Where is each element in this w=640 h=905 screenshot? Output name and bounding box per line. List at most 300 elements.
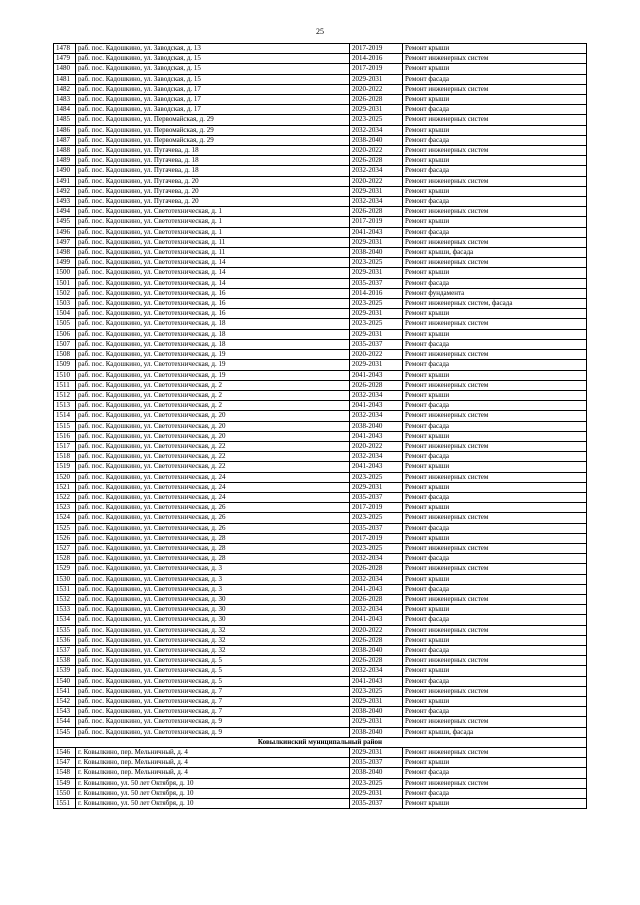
row-number: 1536 <box>54 635 76 645</box>
row-number: 1523 <box>54 503 76 513</box>
table-row <box>54 482 587 492</box>
row-period: 2035-2037 <box>350 799 403 809</box>
row-address: раб. пос. Кадошкино, ул. Светотехническая, д. 1 <box>76 207 350 217</box>
row-address: раб. пос. Кадошкино, ул. Заводская, д. 15 <box>76 74 350 84</box>
row-number: 1502 <box>54 288 76 298</box>
row-period: 2035-2037 <box>350 492 403 502</box>
row-work-type: Ремонт фасада <box>403 339 587 349</box>
table-row <box>54 176 587 186</box>
row-number: 1483 <box>54 95 76 105</box>
row-period: 2038-2040 <box>350 707 403 717</box>
row-address: раб. пос. Кадошкино, ул. Заводская, д. 17 <box>76 95 350 105</box>
row-address: раб. пос. Кадошкино, ул. Светотехническая, д. 22 <box>76 441 350 451</box>
row-work-type: Ремонт инженерных систем <box>403 748 587 758</box>
row-work-type: Ремонт фасада <box>403 421 587 431</box>
row-address: раб. пос. Кадошкино, ул. Светотехническая, д. 3 <box>76 584 350 594</box>
row-number: 1492 <box>54 186 76 196</box>
table-row <box>54 237 587 247</box>
table-row <box>54 441 587 451</box>
page-number: 25 <box>316 27 324 36</box>
row-address: раб. пос. Кадошкино, ул. Пугачева, д. 20 <box>76 176 350 186</box>
row-work-type: Ремонт фасада <box>403 278 587 288</box>
table-row <box>54 309 587 319</box>
row-period: 2029-2031 <box>350 482 403 492</box>
row-work-type: Ремонт крыши <box>403 758 587 768</box>
row-number: 1482 <box>54 84 76 94</box>
row-period: 2032-2034 <box>350 666 403 676</box>
table-row <box>54 543 587 553</box>
row-number: 1530 <box>54 574 76 584</box>
row-period: 2029-2031 <box>350 360 403 370</box>
table-row <box>54 788 587 798</box>
row-period: 2017-2019 <box>350 217 403 227</box>
row-period: 2029-2031 <box>350 237 403 247</box>
row-number: 1511 <box>54 380 76 390</box>
row-number: 1518 <box>54 452 76 462</box>
row-period: 2038-2040 <box>350 421 403 431</box>
table-row <box>54 452 587 462</box>
row-number: 1491 <box>54 176 76 186</box>
row-number: 1508 <box>54 350 76 360</box>
row-work-type: Ремонт инженерных систем <box>403 441 587 451</box>
row-address: раб. пос. Кадошкино, ул. Светотехническая, д. 32 <box>76 625 350 635</box>
row-period: 2023-2025 <box>350 686 403 696</box>
row-period: 2023-2025 <box>350 778 403 788</box>
row-period: 2029-2031 <box>350 268 403 278</box>
table-row <box>54 686 587 696</box>
row-work-type: Ремонт инженерных систем <box>403 472 587 482</box>
row-address: раб. пос. Кадошкино, ул. Заводская, д. 17 <box>76 84 350 94</box>
table-row <box>54 513 587 523</box>
row-period: 2038-2040 <box>350 248 403 258</box>
row-period: 2026-2028 <box>350 635 403 645</box>
row-work-type: Ремонт инженерных систем <box>403 717 587 727</box>
row-period: 2023-2025 <box>350 543 403 553</box>
row-number: 1479 <box>54 54 76 64</box>
row-period: 2026-2028 <box>350 594 403 604</box>
row-address: г. Ковылкино, пер. Мельничный, д. 4 <box>76 768 350 778</box>
row-address: раб. пос. Кадошкино, ул. Светотехническая, д. 2 <box>76 401 350 411</box>
table-row <box>54 503 587 513</box>
row-number: 1490 <box>54 166 76 176</box>
row-address: раб. пос. Кадошкино, ул. Светотехническая, д. 5 <box>76 656 350 666</box>
row-address: г. Ковылкино, ул. 50 лет Октября, д. 10 <box>76 778 350 788</box>
table-row <box>54 197 587 207</box>
row-address: раб. пос. Кадошкино, ул. Заводская, д. 15 <box>76 64 350 74</box>
row-work-type: Ремонт инженерных систем <box>403 237 587 247</box>
row-period: 2029-2031 <box>350 74 403 84</box>
table-row <box>54 288 587 298</box>
table-row <box>54 74 587 84</box>
row-number: 1517 <box>54 441 76 451</box>
row-address: раб. пос. Кадошкино, ул. Заводская, д. 13 <box>76 44 350 54</box>
row-work-type: Ремонт фасада <box>403 768 587 778</box>
table-row <box>54 472 587 482</box>
row-address: раб. пос. Кадошкино, ул. Светотехническая, д. 1 <box>76 217 350 227</box>
registry-rows-after <box>54 748 587 809</box>
row-work-type: Ремонт фасада <box>403 197 587 207</box>
row-number: 1505 <box>54 319 76 329</box>
row-work-type: Ремонт фасада <box>403 707 587 717</box>
row-work-type: Ремонт инженерных систем <box>403 380 587 390</box>
row-address: г. Ковылкино, пер. Мельничный, д. 4 <box>76 748 350 758</box>
row-address: раб. пос. Кадошкино, ул. Светотехническая, д. 18 <box>76 329 350 339</box>
table-row <box>54 135 587 145</box>
row-period: 2041-2043 <box>350 401 403 411</box>
row-address: раб. пос. Кадошкино, ул. Светотехническая, д. 24 <box>76 482 350 492</box>
table-row <box>54 339 587 349</box>
row-period: 2017-2019 <box>350 64 403 74</box>
row-address: раб. пос. Кадошкино, ул. Светотехническая, д. 19 <box>76 350 350 360</box>
row-address: раб. пос. Кадошкино, ул. Светотехническая, д. 24 <box>76 472 350 482</box>
row-work-type: Ремонт инженерных систем <box>403 84 587 94</box>
row-period: 2029-2031 <box>350 788 403 798</box>
row-number: 1547 <box>54 758 76 768</box>
row-address: раб. пос. Кадошкино, ул. Светотехническая, д. 7 <box>76 697 350 707</box>
row-address: раб. пос. Кадошкино, ул. Светотехническая, д. 16 <box>76 288 350 298</box>
row-number: 1506 <box>54 329 76 339</box>
table-row <box>54 584 587 594</box>
row-work-type: Ремонт крыши <box>403 462 587 472</box>
row-work-type: Ремонт крыши <box>403 431 587 441</box>
row-work-type: Ремонт крыши <box>403 574 587 584</box>
row-address: раб. пос. Кадошкино, ул. Светотехническая, д. 14 <box>76 268 350 278</box>
table-row <box>54 64 587 74</box>
row-work-type: Ремонт инженерных систем <box>403 778 587 788</box>
row-period: 2020-2022 <box>350 441 403 451</box>
table-row <box>54 615 587 625</box>
row-period: 2020-2022 <box>350 84 403 94</box>
table-row <box>54 707 587 717</box>
row-work-type: Ремонт фасада <box>403 676 587 686</box>
table-row <box>54 95 587 105</box>
row-work-type: Ремонт крыши <box>403 125 587 135</box>
table-row <box>54 299 587 309</box>
registry-rows-before <box>54 44 587 738</box>
row-work-type: Ремонт крыши, фасада <box>403 727 587 737</box>
row-work-type: Ремонт инженерных систем <box>403 513 587 523</box>
row-number: 1532 <box>54 594 76 604</box>
table-row <box>54 594 587 604</box>
row-address: раб. пос. Кадошкино, ул. Светотехническая, д. 30 <box>76 615 350 625</box>
table-row <box>54 125 587 135</box>
row-number: 1528 <box>54 554 76 564</box>
row-work-type: Ремонт инженерных систем <box>403 350 587 360</box>
row-address: раб. пос. Кадошкино, ул. Светотехническая, д. 24 <box>76 492 350 502</box>
row-period: 2032-2034 <box>350 452 403 462</box>
row-address: раб. пос. Кадошкино, ул. Светотехническая, д. 18 <box>76 319 350 329</box>
row-address: раб. пос. Кадошкино, ул. Первомайская, д. 29 <box>76 125 350 135</box>
row-work-type: Ремонт крыши, фасада <box>403 248 587 258</box>
table-row <box>54 748 587 758</box>
row-period: 2023-2025 <box>350 319 403 329</box>
row-address: раб. пос. Кадошкино, ул. Заводская, д. 15 <box>76 54 350 64</box>
row-address: раб. пос. Кадошкино, ул. Светотехническая, д. 18 <box>76 339 350 349</box>
table-row <box>54 350 587 360</box>
row-period: 2023-2025 <box>350 258 403 268</box>
row-number: 1507 <box>54 339 76 349</box>
row-address: раб. пос. Кадошкино, ул. Светотехническая, д. 2 <box>76 390 350 400</box>
table-row <box>54 105 587 115</box>
section-header-row <box>54 737 587 747</box>
row-address: раб. пос. Кадошкино, ул. Светотехническая, д. 1 <box>76 227 350 237</box>
row-work-type: Ремонт инженерных систем <box>403 656 587 666</box>
row-number: 1504 <box>54 309 76 319</box>
row-address: раб. пос. Кадошкино, ул. Светотехническая, д. 19 <box>76 360 350 370</box>
row-period: 2041-2043 <box>350 227 403 237</box>
row-work-type: Ремонт фасада <box>403 554 587 564</box>
table-row <box>54 645 587 655</box>
table-row <box>54 492 587 502</box>
row-number: 1537 <box>54 645 76 655</box>
row-number: 1500 <box>54 268 76 278</box>
table-row <box>54 717 587 727</box>
row-work-type: Ремонт фасада <box>403 360 587 370</box>
row-period: 2029-2031 <box>350 309 403 319</box>
row-period: 2023-2025 <box>350 472 403 482</box>
row-period: 2020-2022 <box>350 625 403 635</box>
row-number: 1533 <box>54 605 76 615</box>
row-address: г. Ковылкино, ул. 50 лет Октября, д. 10 <box>76 799 350 809</box>
row-period: 2041-2043 <box>350 615 403 625</box>
row-work-type: Ремонт крыши <box>403 635 587 645</box>
table-row <box>54 44 587 54</box>
row-period: 2017-2019 <box>350 533 403 543</box>
row-number: 1488 <box>54 146 76 156</box>
table-row <box>54 146 587 156</box>
row-address: раб. пос. Кадошкино, ул. Светотехническая, д. 5 <box>76 676 350 686</box>
row-number: 1542 <box>54 697 76 707</box>
table-row <box>54 227 587 237</box>
table-row <box>54 564 587 574</box>
row-work-type: Ремонт инженерных систем <box>403 146 587 156</box>
row-address: раб. пос. Кадошкино, ул. Светотехническая, д. 28 <box>76 543 350 553</box>
row-work-type: Ремонт крыши <box>403 268 587 278</box>
row-number: 1503 <box>54 299 76 309</box>
row-work-type: Ремонт фасада <box>403 523 587 533</box>
row-work-type: Ремонт крыши <box>403 217 587 227</box>
table-row <box>54 166 587 176</box>
row-period: 2038-2040 <box>350 645 403 655</box>
row-number: 1495 <box>54 217 76 227</box>
row-work-type: Ремонт фасада <box>403 452 587 462</box>
row-number: 1496 <box>54 227 76 237</box>
row-number: 1501 <box>54 278 76 288</box>
row-address: раб. пос. Кадошкино, ул. Светотехническая, д. 7 <box>76 707 350 717</box>
row-period: 2026-2028 <box>350 156 403 166</box>
row-work-type: Ремонт крыши <box>403 533 587 543</box>
row-number: 1534 <box>54 615 76 625</box>
row-work-type: Ремонт инженерных систем, фасада <box>403 299 587 309</box>
row-number: 1514 <box>54 411 76 421</box>
row-number: 1539 <box>54 666 76 676</box>
row-number: 1512 <box>54 390 76 400</box>
row-number: 1541 <box>54 686 76 696</box>
row-number: 1510 <box>54 370 76 380</box>
row-number: 1499 <box>54 258 76 268</box>
row-number: 1484 <box>54 105 76 115</box>
row-period: 2029-2031 <box>350 105 403 115</box>
row-work-type: Ремонт фасада <box>403 615 587 625</box>
row-number: 1535 <box>54 625 76 635</box>
row-address: раб. пос. Кадошкино, ул. Светотехническая, д. 11 <box>76 248 350 258</box>
row-number: 1515 <box>54 421 76 431</box>
row-work-type: Ремонт крыши <box>403 329 587 339</box>
row-address: раб. пос. Кадошкино, ул. Светотехническая, д. 28 <box>76 533 350 543</box>
table-row <box>54 625 587 635</box>
table-row <box>54 666 587 676</box>
row-address: раб. пос. Кадошкино, ул. Светотехническая, д. 20 <box>76 411 350 421</box>
row-period: 2017-2019 <box>350 44 403 54</box>
row-number: 1538 <box>54 656 76 666</box>
row-period: 2041-2043 <box>350 676 403 686</box>
row-address: раб. пос. Кадошкино, ул. Пугачева, д. 18 <box>76 166 350 176</box>
row-work-type: Ремонт крыши <box>403 156 587 166</box>
row-work-type: Ремонт крыши <box>403 64 587 74</box>
table-row <box>54 676 587 686</box>
section-group <box>54 737 587 747</box>
row-number: 1489 <box>54 156 76 166</box>
row-address: раб. пос. Кадошкино, ул. Заводская, д. 17 <box>76 105 350 115</box>
table-row <box>54 258 587 268</box>
table-row <box>54 697 587 707</box>
row-number: 1549 <box>54 778 76 788</box>
row-address: раб. пос. Кадошкино, ул. Пугачева, д. 18 <box>76 156 350 166</box>
row-period: 2029-2031 <box>350 329 403 339</box>
row-period: 2032-2034 <box>350 554 403 564</box>
row-number: 1497 <box>54 237 76 247</box>
row-address: раб. пос. Кадошкино, ул. Светотехническая, д. 30 <box>76 605 350 615</box>
row-period: 2029-2031 <box>350 748 403 758</box>
row-address: раб. пос. Кадошкино, ул. Светотехническая, д. 32 <box>76 645 350 655</box>
row-number: 1540 <box>54 676 76 686</box>
row-number: 1509 <box>54 360 76 370</box>
table-row <box>54 462 587 472</box>
row-address: раб. пос. Кадошкино, ул. Светотехническая, д. 11 <box>76 237 350 247</box>
row-work-type: Ремонт фасада <box>403 105 587 115</box>
row-number: 1493 <box>54 197 76 207</box>
row-work-type: Ремонт крыши <box>403 503 587 513</box>
table-row <box>54 758 587 768</box>
row-period: 2032-2034 <box>350 605 403 615</box>
row-work-type: Ремонт фасада <box>403 645 587 655</box>
row-period: 2029-2031 <box>350 186 403 196</box>
row-address: раб. пос. Кадошкино, ул. Светотехническая, д. 3 <box>76 574 350 584</box>
table-row <box>54 370 587 380</box>
row-number: 1525 <box>54 523 76 533</box>
row-work-type: Ремонт фасада <box>403 788 587 798</box>
table-row <box>54 411 587 421</box>
row-period: 2035-2037 <box>350 523 403 533</box>
row-number: 1498 <box>54 248 76 258</box>
row-work-type: Ремонт фундамента <box>403 288 587 298</box>
table-row <box>54 431 587 441</box>
table-row <box>54 421 587 431</box>
row-work-type: Ремонт крыши <box>403 666 587 676</box>
table-row <box>54 329 587 339</box>
row-work-type: Ремонт крыши <box>403 44 587 54</box>
row-address: раб. пос. Кадошкино, ул. Светотехническая, д. 14 <box>76 258 350 268</box>
row-address: раб. пос. Кадошкино, ул. Пугачева, д. 18 <box>76 146 350 156</box>
row-work-type: Ремонт инженерных систем <box>403 594 587 604</box>
row-number: 1543 <box>54 707 76 717</box>
row-period: 2020-2022 <box>350 146 403 156</box>
row-address: раб. пос. Кадошкино, ул. Светотехническая, д. 22 <box>76 452 350 462</box>
row-address: раб. пос. Кадошкино, ул. Светотехническая, д. 7 <box>76 686 350 696</box>
row-period: 2026-2028 <box>350 656 403 666</box>
row-address: раб. пос. Кадошкино, ул. Первомайская, д. 29 <box>76 115 350 125</box>
row-address: раб. пос. Кадошкино, ул. Светотехническая, д. 16 <box>76 299 350 309</box>
row-work-type: Ремонт фасада <box>403 135 587 145</box>
table-row <box>54 268 587 278</box>
row-number: 1494 <box>54 207 76 217</box>
row-number: 1546 <box>54 748 76 758</box>
row-number: 1478 <box>54 44 76 54</box>
row-work-type: Ремонт инженерных систем <box>403 411 587 421</box>
row-period: 2029-2031 <box>350 717 403 727</box>
row-period: 2014-2016 <box>350 54 403 64</box>
table-row <box>54 248 587 258</box>
row-number: 1531 <box>54 584 76 594</box>
row-work-type: Ремонт инженерных систем <box>403 115 587 125</box>
row-period: 2035-2037 <box>350 278 403 288</box>
table-row <box>54 54 587 64</box>
table-row <box>54 523 587 533</box>
table-row <box>54 605 587 615</box>
row-address: раб. пос. Кадошкино, ул. Светотехническая, д. 14 <box>76 278 350 288</box>
row-period: 2032-2034 <box>350 166 403 176</box>
row-work-type: Ремонт фасада <box>403 584 587 594</box>
row-address: раб. пос. Кадошкино, ул. Светотехническая, д. 19 <box>76 370 350 380</box>
table-row <box>54 778 587 788</box>
table-row <box>54 574 587 584</box>
table-row <box>54 768 587 778</box>
row-period: 2038-2040 <box>350 135 403 145</box>
row-period: 2014-2016 <box>350 288 403 298</box>
row-period: 2023-2025 <box>350 299 403 309</box>
row-period: 2020-2022 <box>350 176 403 186</box>
table-row <box>54 319 587 329</box>
registry-table <box>53 43 587 809</box>
row-period: 2032-2034 <box>350 411 403 421</box>
table-row <box>54 217 587 227</box>
row-work-type: Ремонт крыши <box>403 697 587 707</box>
row-period: 2029-2031 <box>350 697 403 707</box>
row-work-type: Ремонт инженерных систем <box>403 543 587 553</box>
table-row <box>54 115 587 125</box>
table-row <box>54 84 587 94</box>
row-work-type: Ремонт фасада <box>403 401 587 411</box>
table-row <box>54 656 587 666</box>
row-number: 1529 <box>54 564 76 574</box>
row-work-type: Ремонт инженерных систем <box>403 54 587 64</box>
row-period: 2038-2040 <box>350 768 403 778</box>
row-work-type: Ремонт крыши <box>403 95 587 105</box>
table-row <box>54 799 587 809</box>
row-work-type: Ремонт инженерных систем <box>403 176 587 186</box>
row-address: раб. пос. Кадошкино, ул. Первомайская, д. 29 <box>76 135 350 145</box>
row-number: 1551 <box>54 799 76 809</box>
row-number: 1513 <box>54 401 76 411</box>
row-number: 1480 <box>54 64 76 74</box>
row-number: 1521 <box>54 482 76 492</box>
row-address: раб. пос. Кадошкино, ул. Светотехническая, д. 28 <box>76 554 350 564</box>
row-period: 2041-2043 <box>350 370 403 380</box>
row-work-type: Ремонт крыши <box>403 186 587 196</box>
row-address: раб. пос. Кадошкино, ул. Светотехническая, д. 22 <box>76 462 350 472</box>
row-period: 2041-2043 <box>350 462 403 472</box>
row-period: 2032-2034 <box>350 574 403 584</box>
